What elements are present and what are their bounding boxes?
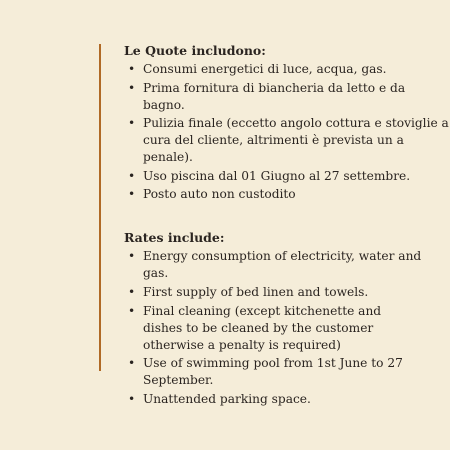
list-item xyxy=(124,303,424,354)
list-item-text: Posto auto non custodito xyxy=(143,187,296,202)
bullet-icon: • xyxy=(128,249,136,264)
list-item-text: Unattended parking space. xyxy=(143,391,311,406)
english-section xyxy=(124,229,424,407)
italian-title: Le Quote includono: xyxy=(124,43,266,58)
list-item-text: Consumi energetici di luce, acqua, gas. xyxy=(143,62,387,76)
list-item xyxy=(124,61,450,78)
list-item xyxy=(124,284,424,301)
bullet-icon: • xyxy=(128,284,136,299)
list-item-text: Final cleaning (except kitchenette and dishes to be cleaned by the customer otherwise a penalty is required) xyxy=(143,303,382,352)
list-item-text: Pulizia finale (eccetto angolo cottura e stoviglie a cura del cliente, altrimenti è prevista un a penale). xyxy=(143,116,449,165)
accent-bar xyxy=(99,44,101,371)
list-item-text: Prima fornitura di biancheria da letto e da bagno. xyxy=(143,80,406,112)
list-item xyxy=(124,80,450,114)
list-item xyxy=(124,168,450,185)
list-item xyxy=(124,248,424,282)
list-item xyxy=(124,355,424,389)
list-item-text: Use of swimming pool from 1st June to 27 September. xyxy=(143,356,403,388)
bullet-icon: • xyxy=(128,391,136,406)
english-list xyxy=(124,248,424,407)
italian-list xyxy=(124,61,450,203)
rates-content xyxy=(124,42,450,409)
list-item xyxy=(124,115,450,166)
bullet-icon: • xyxy=(128,168,136,183)
bullet-icon: • xyxy=(128,62,136,76)
bullet-icon: • xyxy=(128,303,136,318)
bullet-icon: • xyxy=(128,356,136,371)
list-item-text: Energy consumption of electricity, water and gas. xyxy=(143,249,422,281)
bullet-icon: • xyxy=(128,80,136,95)
list-item xyxy=(124,391,424,408)
english-title: Rates include: xyxy=(124,230,225,246)
list-item-text: Uso piscina dal 01 Giugno al 27 settembre. xyxy=(143,168,411,183)
bullet-icon: • xyxy=(128,187,136,202)
list-item-text: First supply of bed linen and towels. xyxy=(143,284,369,299)
italian-section xyxy=(124,42,450,203)
bullet-icon: • xyxy=(128,116,136,131)
list-item xyxy=(124,186,450,203)
